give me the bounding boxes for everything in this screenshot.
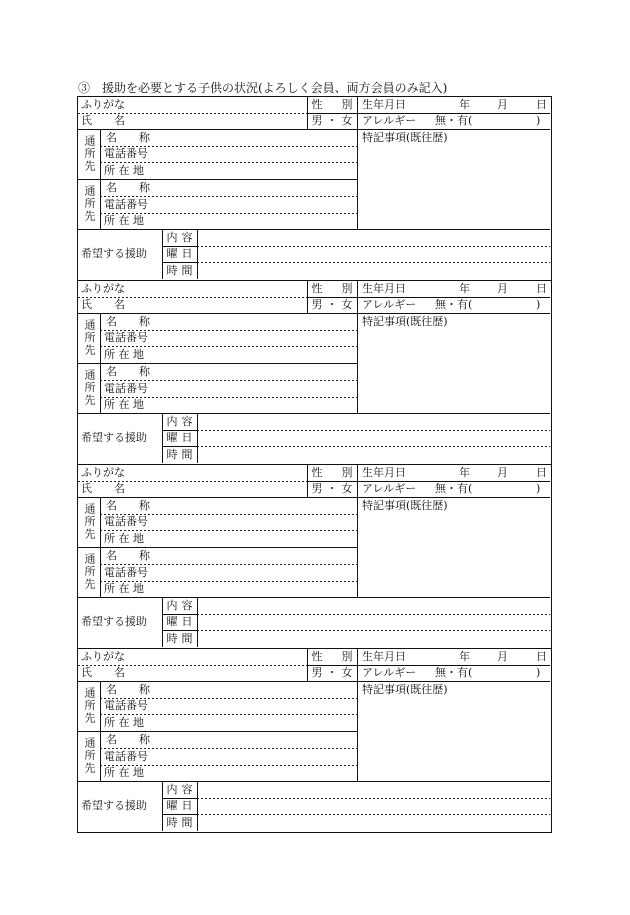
gender-label: 性 別 <box>311 650 357 663</box>
facility-address-label: 所 在 地 <box>104 214 144 227</box>
cell-divider <box>357 281 358 413</box>
gender-label: 性 別 <box>311 282 357 295</box>
facility-label-cell <box>78 547 100 597</box>
cell-divider <box>197 413 198 463</box>
special-notes-label: 特記事項(既往歴) <box>362 683 448 696</box>
facility-phone-label: 電話番号 <box>104 750 148 763</box>
birth-month-unit: 月 <box>497 650 508 663</box>
support-time-label: 時間 <box>166 632 197 645</box>
facility-name-label: 名 称 <box>106 181 150 194</box>
cell-divider <box>78 597 550 598</box>
name-label: 氏 名 <box>81 298 125 311</box>
facility-address-label: 所 在 地 <box>104 716 144 729</box>
facility-name-label: 名 称 <box>106 365 150 378</box>
allergy-options: 無・有( <box>435 482 473 495</box>
facility-label-cell <box>78 681 100 731</box>
facility-address-label: 所 在 地 <box>104 398 144 411</box>
gender-options: 男・女 <box>311 114 357 127</box>
birth-day-unit: 日 <box>536 466 547 479</box>
allergy-options: 無・有( <box>435 298 473 311</box>
facility-phone-label: 電話番号 <box>104 331 148 344</box>
child-name-field <box>133 481 305 497</box>
allergy-options: 無・有( <box>435 666 473 679</box>
cell-divider <box>197 229 198 279</box>
support-content-label: 内容 <box>166 599 197 612</box>
dashed-divider <box>197 246 550 247</box>
allergy-close: ) <box>536 114 541 127</box>
facility-name-label: 名 称 <box>106 683 150 696</box>
facility-address-label: 所 在 地 <box>104 532 144 545</box>
support-days-field <box>198 799 550 814</box>
facility-address-label: 所 在 地 <box>104 766 144 779</box>
support-content-label: 内容 <box>166 231 197 244</box>
dashed-divider <box>197 814 550 815</box>
support-time-field <box>198 447 550 463</box>
support-days-label: 曜日 <box>166 247 197 260</box>
cell-divider <box>78 413 550 414</box>
furigana-label: ふりがな <box>81 98 125 111</box>
support-days-field <box>198 615 550 630</box>
cell-divider <box>357 465 358 597</box>
birth-day-unit: 日 <box>536 98 547 111</box>
allergy-options: 無・有( <box>435 114 473 127</box>
support-time-label: 時間 <box>166 264 197 277</box>
gender-label: 性 別 <box>311 466 357 479</box>
support-label: 希望する援助 <box>81 799 147 812</box>
dashed-divider <box>197 446 550 447</box>
allergy-label: アレルギー <box>362 114 417 127</box>
facility-phone-label: 電話番号 <box>104 566 148 579</box>
furigana-field <box>133 97 305 113</box>
allergy-close: ) <box>536 666 541 679</box>
facility-label-cell <box>78 313 100 363</box>
birth-year-unit: 年 <box>459 466 470 479</box>
birth-year-unit: 年 <box>459 650 470 663</box>
birthdate-label: 生年月日 <box>362 650 406 663</box>
facility-label: 通所先 <box>83 737 96 775</box>
facility-phone-label: 電話番号 <box>104 198 148 211</box>
cell-divider <box>357 649 358 781</box>
child-name-field <box>133 665 305 681</box>
allergy-close: ) <box>536 482 541 495</box>
allergy-label: アレルギー <box>362 482 417 495</box>
facility-label: 通所先 <box>83 553 96 591</box>
cell-divider <box>197 781 198 831</box>
support-time-field <box>198 815 550 831</box>
child-name-field <box>133 113 305 129</box>
support-label: 希望する援助 <box>81 615 147 628</box>
birth-day-unit: 日 <box>536 282 547 295</box>
facility-phone-label: 電話番号 <box>104 382 148 395</box>
support-days-field <box>198 431 550 446</box>
support-days-label: 曜日 <box>166 615 197 628</box>
cell-divider <box>357 97 358 229</box>
cell-divider <box>197 597 198 647</box>
dashed-divider <box>197 262 550 263</box>
birthdate-label: 生年月日 <box>362 282 406 295</box>
child-block <box>77 648 552 833</box>
birth-year-unit: 年 <box>459 98 470 111</box>
support-content-field <box>198 598 550 614</box>
support-label: 希望する援助 <box>81 431 147 444</box>
support-content-field <box>198 414 550 430</box>
facility-label-cell <box>78 179 100 229</box>
support-content-label: 内容 <box>166 415 197 428</box>
support-days-field <box>198 247 550 262</box>
facility-label: 通所先 <box>83 687 96 725</box>
support-days-label: 曜日 <box>166 431 197 444</box>
support-content-label: 内容 <box>166 783 197 796</box>
gender-options: 男・女 <box>311 666 357 679</box>
facility-phone-label: 電話番号 <box>104 515 148 528</box>
support-time-label: 時間 <box>166 816 197 829</box>
support-content-field <box>198 782 550 798</box>
gender-options: 男・女 <box>311 298 357 311</box>
child-block <box>77 96 552 281</box>
facility-name-label: 名 称 <box>106 131 150 144</box>
facility-label: 通所先 <box>83 369 96 407</box>
support-time-label: 時間 <box>166 448 197 461</box>
facility-label: 通所先 <box>83 185 96 223</box>
furigana-field <box>133 465 305 481</box>
facility-name-label: 名 称 <box>106 499 150 512</box>
dashed-divider <box>197 798 550 799</box>
allergy-label: アレルギー <box>362 298 417 311</box>
facility-address-label: 所 在 地 <box>104 582 144 595</box>
special-notes-label: 特記事項(既往歴) <box>362 131 448 144</box>
facility-name-label: 名 称 <box>106 315 150 328</box>
dashed-divider <box>197 430 550 431</box>
support-label: 希望する援助 <box>81 247 147 260</box>
facility-label-cell <box>78 129 100 179</box>
birth-month-unit: 月 <box>497 466 508 479</box>
allergy-label: アレルギー <box>362 666 417 679</box>
dashed-divider <box>197 630 550 631</box>
child-name-field <box>133 297 305 313</box>
facility-label-cell <box>78 731 100 781</box>
special-notes-label: 特記事項(既往歴) <box>362 315 448 328</box>
facility-label-cell <box>78 497 100 547</box>
facility-address-label: 所 在 地 <box>104 164 144 177</box>
cell-divider <box>78 781 550 782</box>
cell-divider <box>78 229 550 230</box>
gender-label: 性 別 <box>311 98 357 111</box>
birth-year-unit: 年 <box>459 282 470 295</box>
child-block <box>77 464 552 649</box>
furigana-label: ふりがな <box>81 650 125 663</box>
child-block <box>77 280 552 465</box>
birthdate-label: 生年月日 <box>362 466 406 479</box>
facility-name-label: 名 称 <box>106 733 150 746</box>
facility-label: 通所先 <box>83 135 96 173</box>
facility-name-label: 名 称 <box>106 549 150 562</box>
furigana-field <box>133 649 305 665</box>
furigana-field <box>133 281 305 297</box>
facility-label-cell <box>78 363 100 413</box>
support-days-label: 曜日 <box>166 799 197 812</box>
name-label: 氏 名 <box>81 666 125 679</box>
facility-phone-label: 電話番号 <box>104 699 148 712</box>
gender-options: 男・女 <box>311 482 357 495</box>
facility-address-label: 所 在 地 <box>104 348 144 361</box>
birthdate-label: 生年月日 <box>362 98 406 111</box>
support-time-field <box>198 263 550 279</box>
dashed-divider <box>197 614 550 615</box>
support-content-field <box>198 230 550 246</box>
furigana-label: ふりがな <box>81 282 125 295</box>
name-label: 氏 名 <box>81 114 125 127</box>
facility-label: 通所先 <box>83 503 96 541</box>
birth-month-unit: 月 <box>497 282 508 295</box>
furigana-label: ふりがな <box>81 466 125 479</box>
support-time-field <box>198 631 550 647</box>
facility-label: 通所先 <box>83 319 96 357</box>
birth-day-unit: 日 <box>536 650 547 663</box>
special-notes-label: 特記事項(既往歴) <box>362 499 448 512</box>
facility-phone-label: 電話番号 <box>104 147 148 160</box>
name-label: 氏 名 <box>81 482 125 495</box>
birth-month-unit: 月 <box>497 98 508 111</box>
allergy-close: ) <box>536 298 541 311</box>
section-title: ③ 援助を必要とする子供の状況(よろしく会員、両方会員のみ記入) <box>78 81 448 95</box>
